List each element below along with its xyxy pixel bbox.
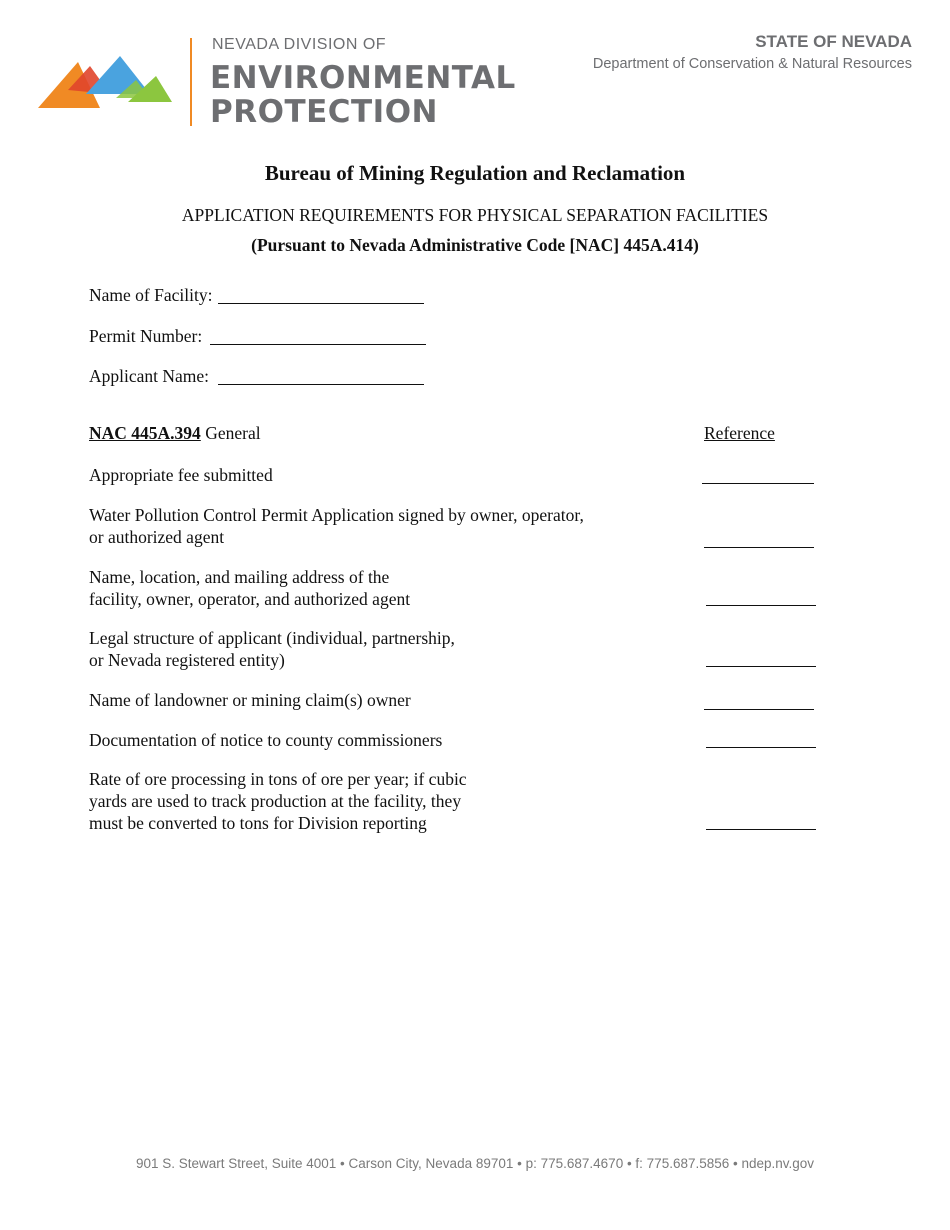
- facility-name-label: Name of Facility:: [89, 285, 213, 305]
- org-name-line2: ENVIRONMENTAL: [210, 60, 516, 96]
- requirement-line: Appropriate fee submitted: [89, 465, 273, 485]
- requirement-line: Documentation of notice to county commissioners: [89, 730, 443, 750]
- reference-field[interactable]: [706, 829, 816, 830]
- section-heading: [89, 423, 261, 444]
- requirement-line: Water Pollution Control Permit Application signed by owner, operator,: [89, 505, 584, 525]
- requirement-line: must be converted to tons for Division reporting: [89, 813, 427, 833]
- reference-field[interactable]: [706, 605, 816, 606]
- applicant-name-label: Applicant Name:: [89, 366, 210, 386]
- requirement-line: Name of landowner or mining claim(s) owner: [89, 690, 411, 710]
- applicant-name-field[interactable]: [218, 384, 424, 385]
- application-title: APPLICATION REQUIREMENTS FOR PHYSICAL SEPARATION FACILITIES: [181, 205, 769, 225]
- requirement-line: or Nevada registered entity): [89, 650, 285, 670]
- reference-heading: Reference: [704, 423, 775, 443]
- reference-field[interactable]: [704, 547, 814, 548]
- requirement-item: [89, 504, 584, 548]
- requirement-line: Name, location, and mailing address of the: [89, 567, 390, 587]
- facility-name-field[interactable]: [218, 303, 424, 304]
- state-title: STATE OF NEVADA: [755, 32, 912, 51]
- requirement-item: [89, 627, 455, 671]
- requirement-line: or authorized agent: [89, 527, 225, 547]
- section-code: NAC 445A.394: [89, 423, 201, 443]
- permit-number-field[interactable]: [210, 344, 426, 345]
- permit-number-label: Permit Number:: [89, 326, 203, 346]
- reference-field[interactable]: [704, 709, 814, 710]
- requirement-item: [89, 464, 273, 486]
- logo-divider: [190, 38, 192, 126]
- requirement-item: [89, 689, 411, 711]
- requirement-item: [89, 768, 467, 834]
- reference-field[interactable]: [706, 747, 816, 748]
- state-subtitle: Department of Conservation & Natural Resources: [592, 56, 912, 72]
- reference-field[interactable]: [702, 483, 814, 484]
- requirement-line: Legal structure of applicant (individual, partnership,: [89, 628, 455, 648]
- requirement-line: Rate of ore processing in tons of ore per year; if cubic: [89, 769, 467, 789]
- org-name-line1: NEVADA DIVISION OF: [212, 36, 387, 53]
- reference-field[interactable]: [706, 666, 816, 667]
- footer-address: 901 S. Stewart Street, Suite 4001 • Carson City, Nevada 89701 • p: 775.687.4670 • f: 775.687.5856 • ndep.nv.gov: [135, 1156, 815, 1171]
- section-title: General: [205, 423, 261, 443]
- org-name-line3: PROTECTION: [210, 94, 438, 130]
- pursuant-subtitle: (Pursuant to Nevada Administrative Code [NAC] 445A.414): [251, 235, 699, 255]
- mountains-logo-icon: [38, 50, 178, 112]
- bureau-title: Bureau of Mining Regulation and Reclamation: [264, 161, 686, 185]
- requirement-line: facility, owner, operator, and authorized agent: [89, 589, 411, 609]
- requirement-item: [89, 729, 442, 751]
- requirement-item: [89, 566, 410, 610]
- requirement-line: yards are used to track production at the facility, they: [89, 791, 462, 811]
